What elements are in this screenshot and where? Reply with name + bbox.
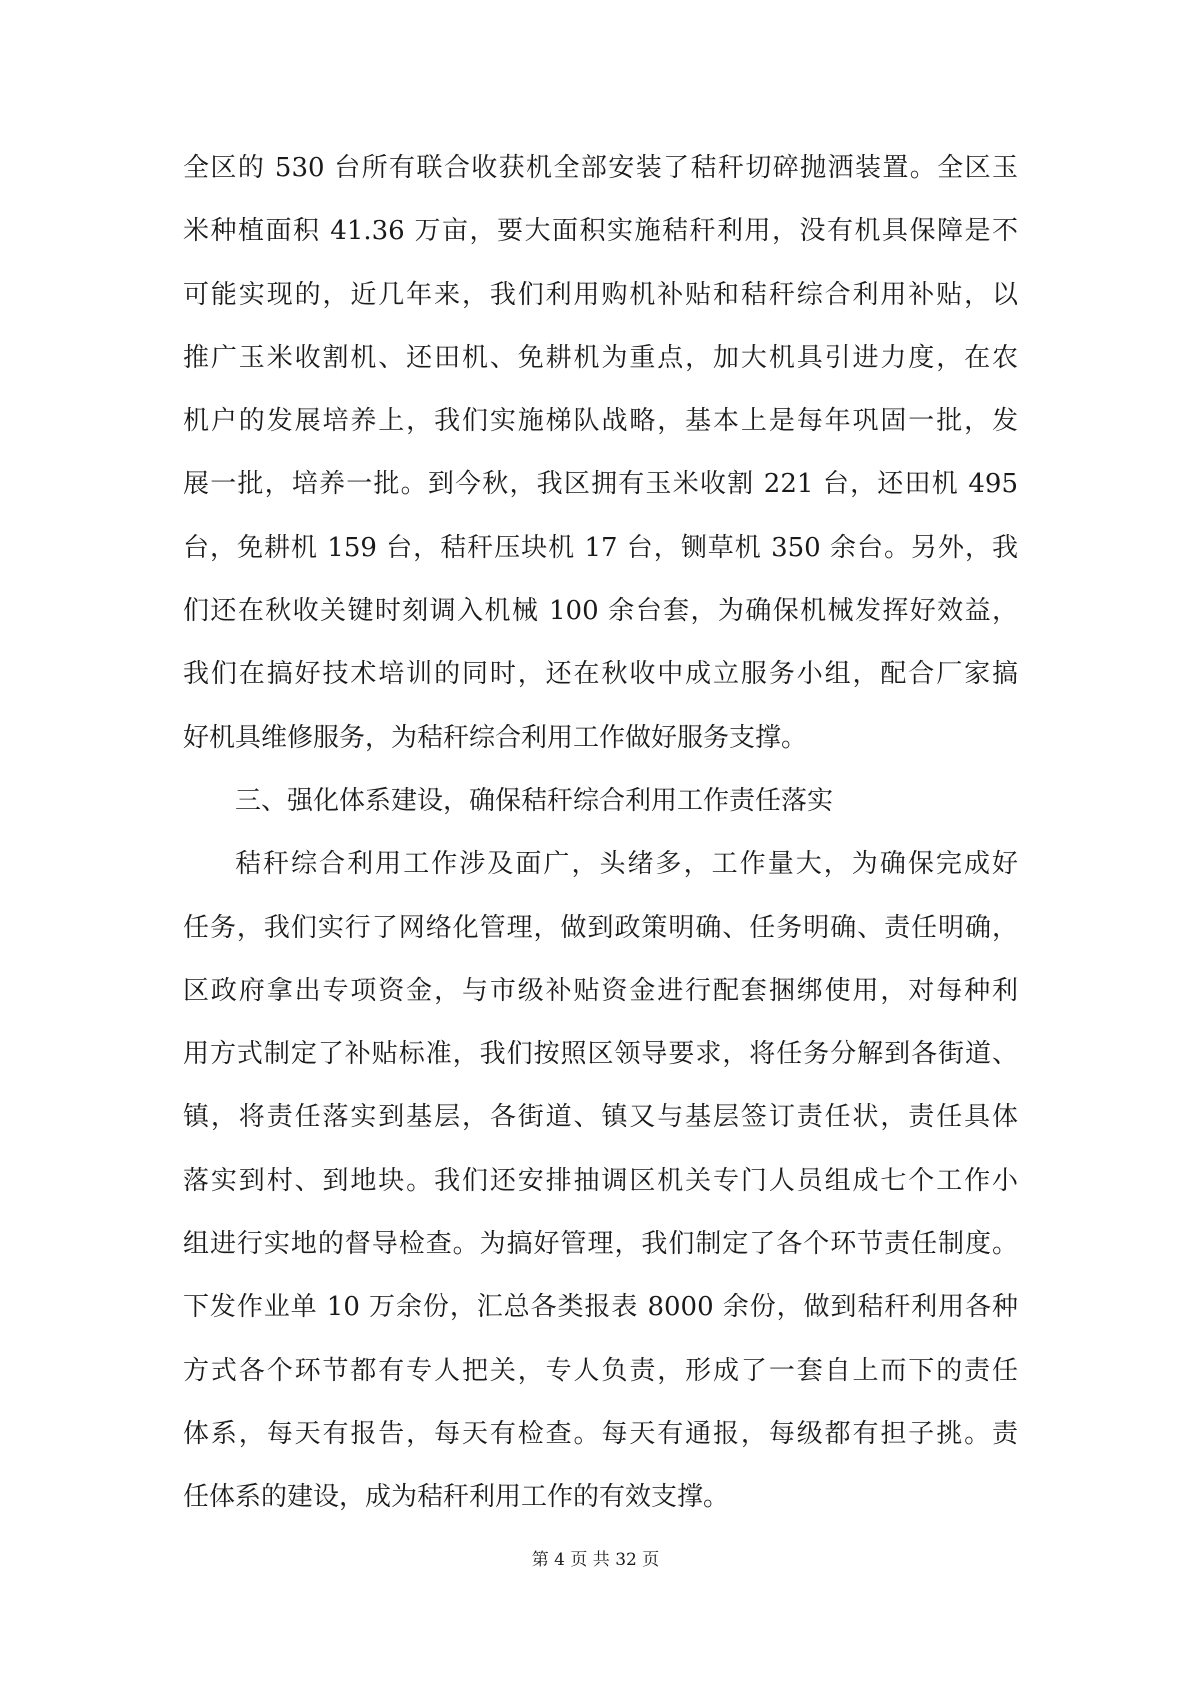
text-line: 我们在搞好技术培训的同时，还在秋收中成立服务小组，配合厂家搞 — [183, 659, 1018, 690]
text-line: 秸秆综合利用工作涉及面广，头绪多，工作量大，为确保完成好 — [235, 849, 1018, 880]
text-line: 任体系的建设，成为秸秆利用工作的有效支撑。 — [183, 1482, 730, 1513]
text-line: 展一批，培养一批。到今秋，我区拥有玉米收割 221 台，还田机 495 — [183, 469, 1018, 500]
text-line: 米种植面积 41.36 万亩，要大面积实施秸秆利用，没有机具保障是不 — [183, 216, 1018, 247]
text-line: 组进行实地的督导检查。为搞好管理，我们制定了各个环节责任制度。 — [183, 1229, 1018, 1260]
text-line: 全区的 530 台所有联合收获机全部安装了秸秆切碎抛洒装置。全区玉 — [183, 153, 1018, 183]
text-line: 落实到村、到地块。我们还安排抽调区机关专门人员组成七个工作小 — [183, 1165, 1018, 1196]
section-heading: 三、强化体系建设，确保秸秆综合利用工作责任落实 — [235, 785, 834, 816]
text-line: 推广玉米收割机、还田机、免耕机为重点，加大机具引进力度，在农 — [183, 342, 1018, 373]
text-line: 台，免耕机 159 台，秸秆压块机 17 台，铡草机 350 余台。另外，我 — [183, 532, 1018, 563]
text-line: 机户的发展培养上，我们实施梯队战略，基本上是每年巩固一批，发 — [183, 406, 1018, 437]
text-line: 用方式制定了补贴标准，我们按照区领导要求，将任务分解到各街道、 — [183, 1039, 1018, 1070]
text-line: 下发作业单 10 万余份，汇总各类报表 8000 余份，做到秸秆利用各种 — [183, 1292, 1018, 1323]
text-line: 体系，每天有报告，每天有检查。每天有通报，每级都有担子挑。责 — [183, 1418, 1018, 1449]
text-line: 可能实现的，近几年来，我们利用购机补贴和秸秆综合利用补贴，以 — [183, 279, 1018, 310]
text-line: 任务，我们实行了网络化管理，做到政策明确、任务明确、责任明确， — [183, 912, 1018, 943]
text-line: 们还在秋收关键时刻调入机械 100 余台套，为确保机械发挥好效益， — [183, 596, 1018, 627]
text-line: 好机具维修服务，为秸秆综合利用工作做好服务支撑。 — [183, 722, 808, 753]
text-line: 方式各个环节都有专人把关，专人负责，形成了一套自上而下的责任 — [183, 1355, 1018, 1386]
page-number-footer: 第 4 页 共 32 页 — [531, 1550, 660, 1570]
text-line: 镇，将责任落实到基层，各街道、镇又与基层签订责任状，责任具体 — [183, 1102, 1018, 1133]
body-text — [183, 137, 1018, 1530]
text-line: 区政府拿出专项资金，与市级补贴资金进行配套捆绑使用，对每种利 — [183, 975, 1018, 1006]
